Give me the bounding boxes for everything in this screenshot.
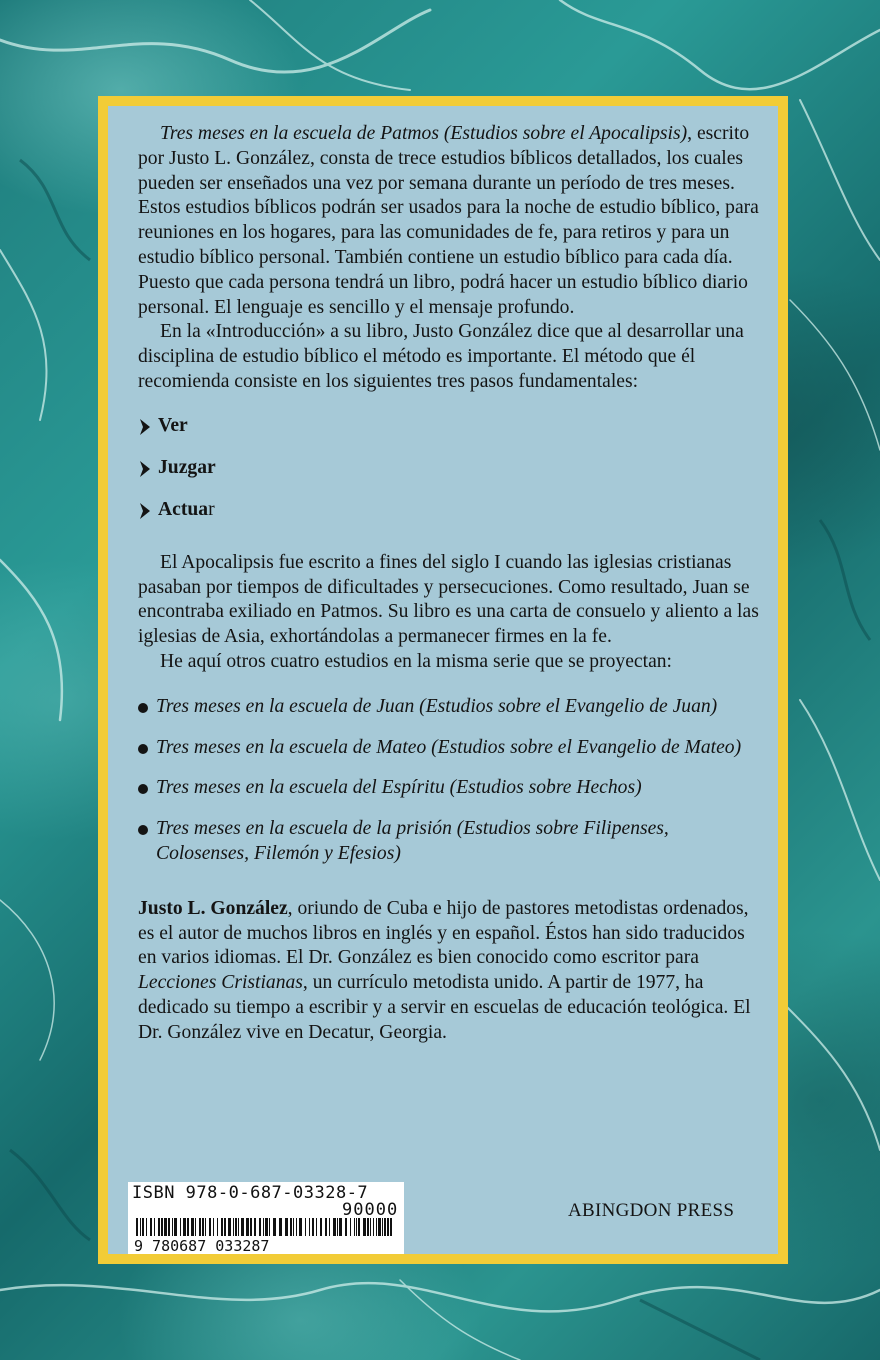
barcode-bar [250,1218,252,1236]
barcode-bar [217,1218,218,1236]
cover-text [138,122,762,1046]
barcode-bar [259,1218,261,1236]
barcode-bar [354,1218,355,1236]
barcode-bar [246,1218,249,1236]
method-paragraph: En la «Introducción» a su libro, Justo González dice que al desarrollar una disciplina de estudio bíblico el método es importante. El método que él recomienda consiste en los siguientes tres pasos fundamentales: [138,321,744,392]
barcode-bar [233,1218,234,1236]
barcode-bar [164,1218,167,1236]
barcode-bar [140,1218,141,1236]
isbn-label: ISBN 978-0-687-03328-7 [132,1183,369,1203]
barcode-bar [172,1218,173,1236]
step-label: Actua [158,499,209,521]
barcode-bar [158,1218,160,1236]
series-item: Tres meses en la escuela de Juan (Estudios sobre el Evangelio de Juan) [138,695,762,720]
barcode-bar [161,1218,163,1236]
series-item: Tres meses en la escuela de la prisión (Estudios sobre Filipenses, Colosenses, Filemón y Efesios) [138,817,762,867]
barcode-bar [387,1218,389,1236]
arrow-bullet-icon [138,418,152,436]
barcode-bar [363,1218,366,1236]
barcode-bar [263,1218,264,1236]
barcode-bar [312,1218,314,1236]
barcode-bar [205,1218,206,1236]
barcode-bar [325,1218,327,1236]
barcode-bar [370,1218,371,1236]
author-name: Justo L. González [138,897,288,919]
barcode-bar [136,1218,138,1236]
barcode-bar [168,1218,170,1236]
steps-list [138,415,762,523]
barcode-bar [378,1218,381,1236]
publication-name: Lecciones Cristianas [138,972,303,994]
barcode-bar [195,1218,196,1236]
barcode-bar [329,1218,330,1236]
back-cover-panel [98,96,788,1264]
series-list [138,695,762,867]
barcode-bar [209,1218,211,1236]
barcode-bar [309,1218,310,1236]
barcode-bar [221,1218,223,1236]
barcode-bar [174,1218,177,1236]
step-label: Ver [158,415,188,437]
barcode-bar [154,1218,155,1236]
barcode-bar [316,1218,317,1236]
barcode-bar [290,1218,292,1236]
barcode-bar [191,1218,194,1236]
author-bio: Justo L. González, oriundo de Cuba e hijo de pastores metodistas ordenados, es el autor de muchos libros en inglés y en español. Éstos han sido traducidos en varios idiomas. El Dr. González es bien conocido como escritor para Lecciones Cristianas, un currículo metodista unido. A partir de 1977, ha dedicado su tiempo a escribir y a servir en escuelas de educación teológica. El Dr. González vive en Decatur, Georgia. [138,897,751,1043]
barcode-bar [224,1218,226,1236]
barcode-bar [367,1218,369,1236]
barcode-bar [382,1218,383,1236]
barcode-bar [305,1218,306,1236]
barcode-bar [238,1218,239,1236]
apocalipsis-paragraph: El Apocalipsis fue escrito a fines del siglo I cuando las iglesias cristianas pasaban por tiempos de dificultades y persecuciones. Como resultado, Juan se encontraba exiliado en Patmos. Su libro es una carta de consuelo y aliento a las iglesias de Asia, exhortándolas a permanecer firmes en la fe. [138,551,759,648]
barcode-bar [199,1218,201,1236]
price-code: 90000 [342,1200,399,1220]
barcode-bar [265,1218,268,1236]
step-label: Juzgar [158,457,216,479]
barcode-bar [384,1218,386,1236]
barcode-bar [356,1218,357,1236]
arrow-bullet-icon [138,460,152,478]
ean-digits: 9 780687 033287 [134,1237,270,1252]
bullet-dot-icon [138,703,148,713]
barcode-bar [187,1218,189,1236]
bullet-dot-icon [138,784,148,794]
barcode-bar [213,1218,214,1236]
barcode-bar [345,1218,347,1236]
barcode-bar [150,1218,152,1236]
barcode-bar [285,1218,288,1236]
barcode-bar [273,1218,276,1236]
barcode-bar [183,1218,186,1236]
barcode-bar [373,1218,374,1236]
barcode-bar [339,1218,342,1236]
series-item: Tres meses en la escuela de Mateo (Estudios sobre el Evangelio de Mateo) [138,736,762,761]
barcode-bar [299,1218,302,1236]
step-item: Actua r [138,499,762,523]
bullet-dot-icon [138,825,148,835]
barcode-bar [293,1218,294,1236]
step-item [138,457,762,481]
barcode-bar [254,1218,256,1236]
barcode-bar [146,1218,147,1236]
barcode-bar [376,1218,377,1236]
barcode-bar [296,1218,297,1236]
barcode-bar [333,1218,336,1236]
barcode-bar [320,1218,322,1236]
barcode-bar [390,1218,392,1236]
barcode-bar [279,1218,282,1236]
series-intro: He aquí otros cuatro estudios en la misma serie que se proyectan: [160,650,673,672]
barcode-bar [228,1218,231,1236]
barcode-bar [142,1218,144,1236]
barcode-bar [269,1218,270,1236]
barcode-bar [337,1218,338,1236]
isbn-barcode [128,1182,404,1254]
arrow-bullet-icon [138,502,152,520]
barcode-bar [235,1218,237,1236]
intro-paragraph [138,122,762,320]
publisher-name: ABINGDON PRESS [568,1200,735,1221]
intro-text: , escrito por Justo L. González, consta de trece estudios bíblicos detallados, los cuales pueden ser enseñados una vez por semana durante un período de tres meses. Estos estudios bíblicos podrán ser usados para la noche de estudio bíblico, para reuniones en los hogares, para las comunidades de fe, para retiros y para un estudio bíblico personal. También contiene un estudio bíblico para cada día. Puesto que cada persona tendrá un libro, podrá hacer un estudio bíblico diario personal. El lenguaje es sencillo y el mensaje profundo. [138,123,759,318]
barcode-bar [241,1218,244,1236]
barcode-bar [358,1218,360,1236]
bullet-dot-icon [138,744,148,754]
barcode-bar [180,1218,181,1236]
step-item [138,415,762,439]
series-item: Tres meses en la escuela del Espíritu (Estudios sobre Hechos) [138,776,762,801]
barcode-bar [202,1218,204,1236]
barcode-bar [350,1218,351,1236]
book-title: Tres meses en la escuela de Patmos (Estudios sobre el Apocalipsis) [160,123,688,144]
